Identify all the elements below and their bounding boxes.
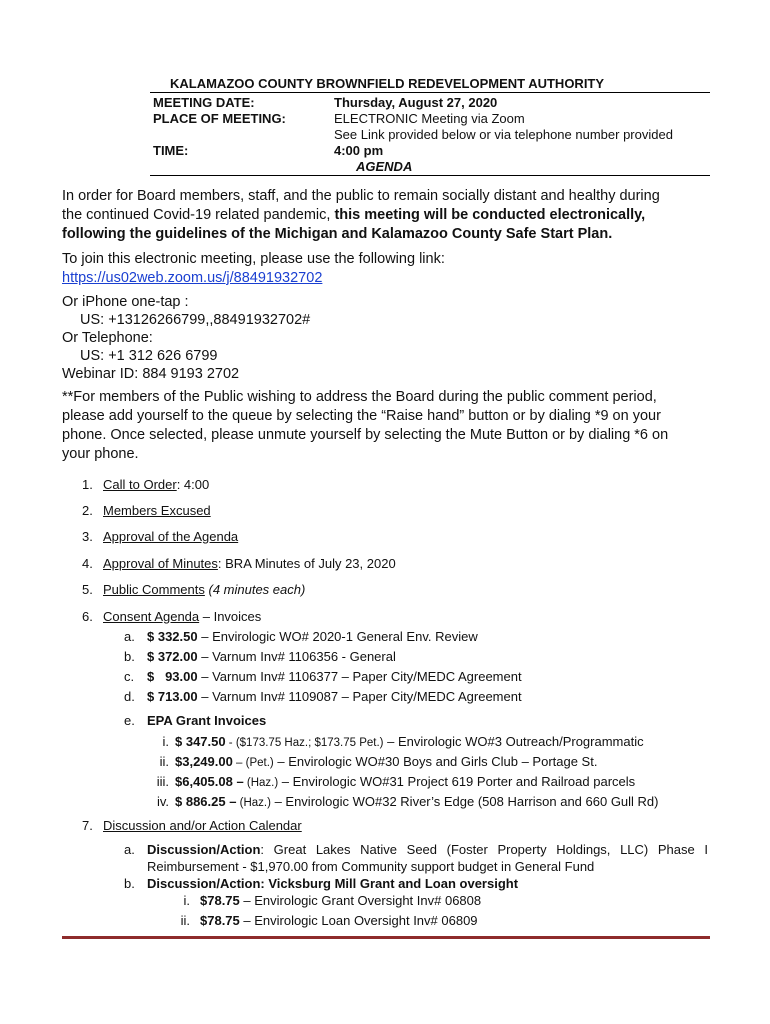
consent-d: $ 713.00 – Varnum Inv# 1109087 – Paper City/MEDC Agreement [147, 689, 522, 704]
public-comment-line1: **For members of the Public wishing to address the Board during the public comment period, [62, 389, 657, 405]
item-4: Approval of Minutes: BRA Minutes of July 23, 2020 [103, 556, 396, 571]
webinar-id: Webinar ID: 884 9193 2702 [62, 366, 240, 382]
place-value-line1: ELECTRONIC Meeting via Zoom [334, 111, 525, 126]
iphone-value: US: +13126266799,,88491932702# [80, 312, 311, 328]
consent-b-letter: b. [124, 649, 135, 664]
consent-b: $ 372.00 – Varnum Inv# 1106356 - General [147, 649, 396, 664]
item-2: Members Excused [103, 503, 211, 518]
epa-iii-num: iii. [156, 774, 169, 789]
epa-iv: $ 886.25 – (Haz.) – Envirologic WO#32 River’s Edge (508 Harrison and 660 Gull Rd) [175, 794, 659, 809]
epa-ii: $3,249.00 – (Pet.) – Envirologic WO#30 Boys and Girls Club – Portage St. [175, 754, 598, 769]
item-7b-i-num: i. [183, 893, 190, 908]
time-label: TIME: [153, 143, 189, 158]
epa-i: $ 347.50 - ($173.75 Haz.; $173.75 Pet.) – Envirologic WO#3 Outreach/Programmatic [175, 734, 644, 749]
consent-c-letter: c. [124, 669, 135, 684]
item-7: Discussion and/or Action Calendar [103, 818, 302, 833]
footer-rule [62, 936, 710, 939]
iphone-label: Or iPhone one-tap : [62, 294, 189, 310]
time-value: 4:00 pm [334, 143, 384, 158]
agenda-heading: AGENDA [356, 159, 413, 174]
item-5-number: 5. [82, 582, 93, 597]
org-title: KALAMAZOO COUNTY BROWNFIELD REDEVELOPMENT AUTHORITY [170, 76, 605, 91]
item-7-number: 7. [82, 818, 93, 833]
header-bottom-rule [150, 175, 710, 176]
epa-letter: e. [124, 713, 135, 728]
intro-line2: the continued Covid-19 related pandemic, this meeting will be conducted electronically, [62, 207, 646, 223]
epa-i-num: i. [162, 734, 169, 749]
public-comment-line2: please add yourself to the queue by selecting the “Raise hand” button or by dialing *9 on your [62, 408, 661, 424]
consent-c: $ 93.00 – Varnum Inv# 1106377 – Paper City/MEDC Agreement [147, 669, 522, 684]
item-1: Call to Order: 4:00 [103, 477, 210, 492]
item-7b-letter: b. [124, 876, 135, 891]
meeting-date-value: Thursday, August 27, 2020 [334, 95, 498, 110]
item-6: Consent Agenda – Invoices [103, 609, 262, 624]
zoom-link[interactable]: https://us02web.zoom.us/j/88491932702 [62, 270, 323, 286]
item-4-number: 4. [82, 556, 93, 571]
consent-a-letter: a. [124, 629, 135, 644]
item-3: Approval of the Agenda [103, 529, 239, 544]
item-2-number: 2. [82, 503, 93, 518]
item-3-number: 3. [82, 529, 93, 544]
item-7a-line1: Discussion/Action: Great Lakes Native Seed (Foster Property Holdings, LLC) Phase I [147, 842, 708, 857]
consent-a: $ 332.50 – Envirologic WO# 2020-1 General Env. Review [147, 629, 478, 644]
meeting-date-label: MEETING DATE: [153, 95, 255, 110]
join-instruction: To join this electronic meeting, please use the following link: [62, 251, 445, 267]
item-1-number: 1. [82, 477, 93, 492]
epa-title: EPA Grant Invoices [147, 713, 267, 728]
intro-line1: In order for Board members, staff, and the public to remain socially distant and healthy during [62, 188, 660, 204]
item-7a-line2: Reimbursement - $1,970.00 from Community support budget in General Fund [147, 859, 595, 874]
epa-iv-num: iv. [156, 794, 169, 809]
item-7b-i: $78.75 – Envirologic Grant Oversight Inv# 06808 [200, 893, 482, 908]
item-5: Public Comments (4 minutes each) [103, 582, 306, 597]
public-comment-line4: your phone. [62, 446, 139, 462]
telephone-value: US: +1 312 626 6799 [80, 348, 218, 364]
intro-line3: following the guidelines of the Michigan and Kalamazoo County Safe Start Plan. [62, 226, 613, 242]
item-7a-letter: a. [124, 842, 135, 857]
header-top-rule [150, 92, 710, 93]
public-comment-line3: phone. Once selected, please unmute yourself by selecting the Mute Button or by dialing *6 on [62, 427, 669, 443]
telephone-label: Or Telephone: [62, 330, 153, 346]
epa-ii-num: ii. [159, 754, 169, 769]
consent-d-letter: d. [124, 689, 135, 704]
item-7b-title: Discussion/Action: Vicksburg Mill Grant and Loan oversight [147, 876, 519, 891]
item-7b-ii-num: ii. [180, 913, 190, 928]
item-6-number: 6. [82, 609, 93, 624]
place-value-line2: See Link provided below or via telephone number provided [334, 127, 673, 142]
epa-iii: $6,405.08 – (Haz.) – Envirologic WO#31 Project 619 Porter and Railroad parcels [175, 774, 636, 789]
item-7b-ii: $78.75 – Envirologic Loan Oversight Inv# 06809 [200, 913, 478, 928]
place-label: PLACE OF MEETING: [153, 111, 286, 126]
